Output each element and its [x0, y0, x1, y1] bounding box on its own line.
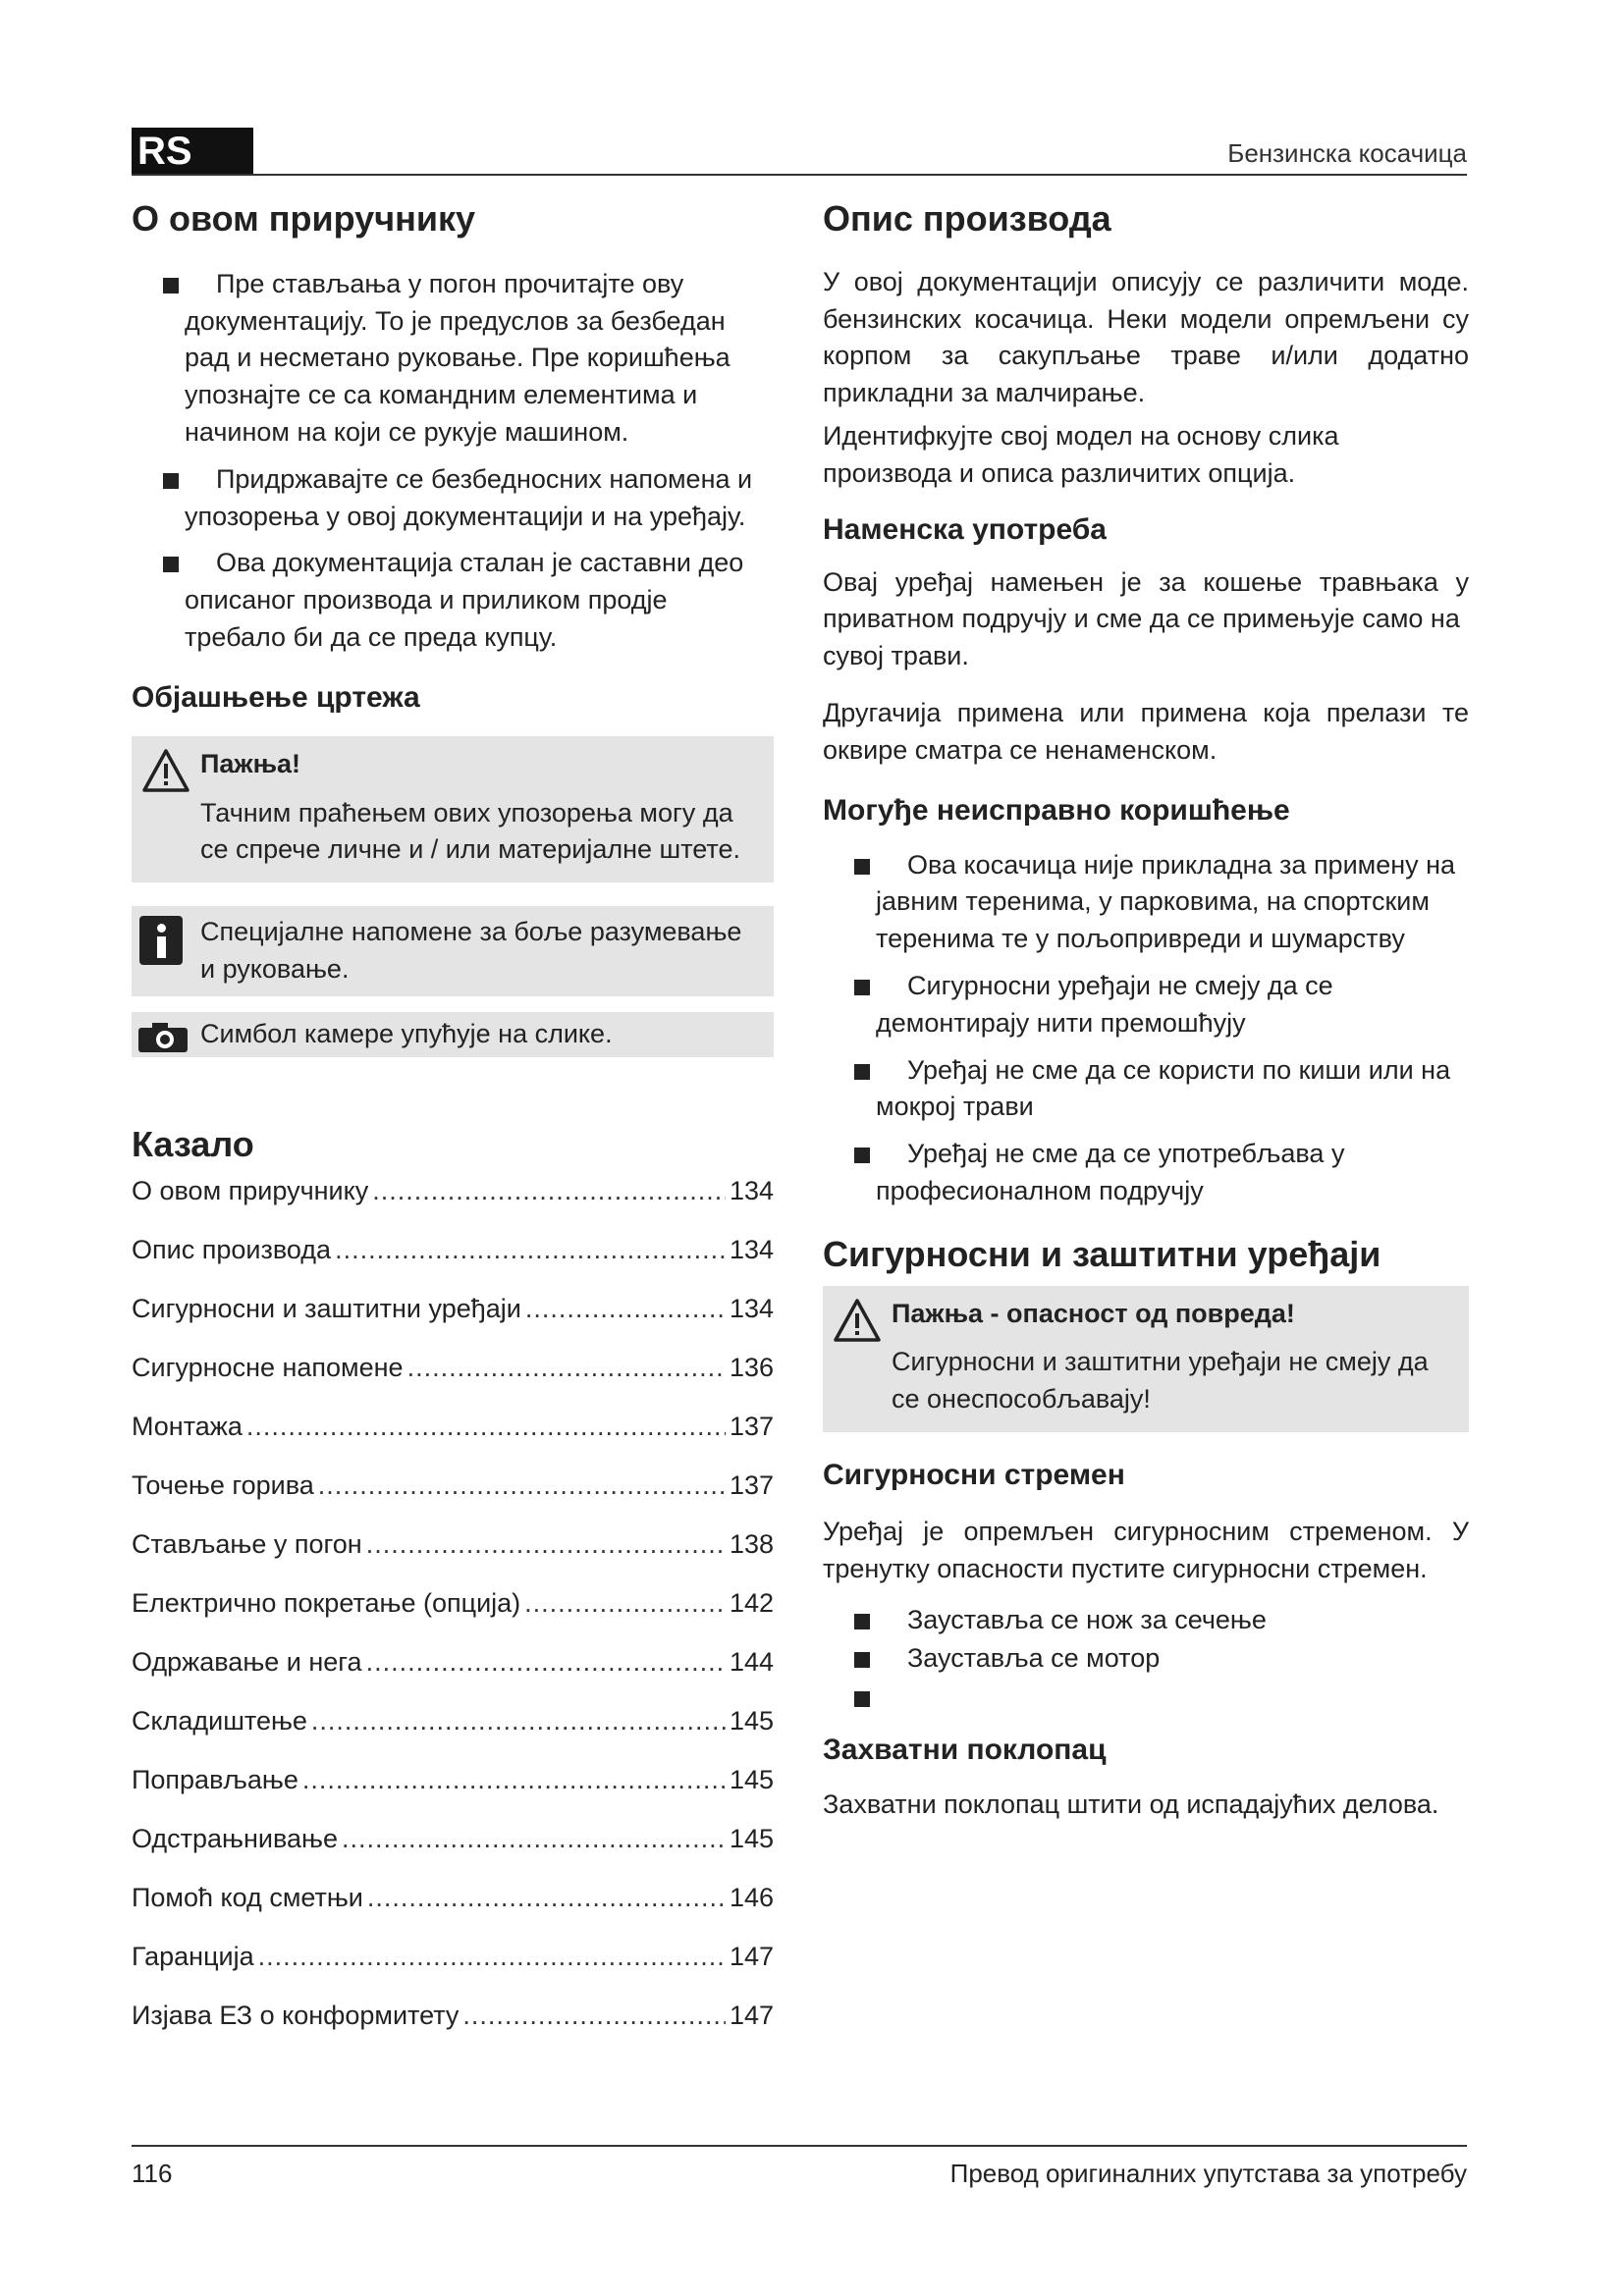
- guard-cover-text: Захватни поклопац штити од испадајућих делова.: [823, 1789, 1439, 1820]
- list-item: Зауставља се мотор: [876, 1640, 1469, 1678]
- intended-use-text-end: приватном подручју и сме да се примењује само на сувој трави.: [823, 604, 1460, 671]
- safety-bracket-heading: Сигурносни стремен: [823, 1458, 1125, 1491]
- square-bullet-icon: [854, 1148, 870, 1163]
- warning-title: Пажња!: [200, 748, 301, 778]
- warning-title: Пажња - опасност од повреда!: [892, 1298, 1295, 1328]
- warning-text: Тачним праћењем ових упозорења могу да се спрече личне и / или материјалне штете.: [200, 797, 740, 865]
- legend-heading: Објашњење цртежа: [132, 680, 420, 714]
- misuse-heading: Могуђе неисправно коришћење: [823, 793, 1290, 827]
- left-column: [132, 196, 774, 2056]
- toc-entry[interactable]: О овом приручнику ..... 134: [132, 1173, 774, 1232]
- safety-bracket-text-end: тренутку опасности пустите сигурносни стремен.: [823, 1553, 1428, 1583]
- square-bullet-icon: [163, 557, 179, 572]
- toc-entry[interactable]: Изјава ЕЗ о конформитету ..... 147: [132, 1998, 774, 2056]
- contents-heading: Казало: [132, 1123, 254, 1164]
- safety-bracket-list: [823, 1602, 1469, 1718]
- toc-entry[interactable]: Помоћ код сметњи ..... 146: [132, 1880, 774, 1939]
- list-item: Сигурносни уређаји не смеју да се демонтирају нити премошћују: [876, 968, 1469, 1042]
- other-use-text-end: оквире сматра се ненаменском.: [823, 734, 1218, 765]
- list-item: Пре стављања у погон прочитајте ову документацију. То је предуслов за безбедан рад и несметано руковање. Пре коришћења упознајте се са командним елементима и начином на који се рукује машином.: [185, 266, 774, 452]
- about-manual-list: [132, 266, 774, 657]
- toc-entry[interactable]: Монтажа ..... 137: [132, 1409, 774, 1468]
- language-tag: RS: [132, 128, 253, 175]
- header-divider: [132, 174, 1467, 176]
- list-item: Зауставља се нож за сечење: [876, 1602, 1469, 1639]
- toc-entry[interactable]: Електрично покретање (опција) ..... 142: [132, 1585, 774, 1644]
- guard-cover-heading: Захватни поклопац: [823, 1734, 1107, 1767]
- square-bullet-icon: [163, 473, 179, 489]
- camera-legend-box: [132, 1012, 774, 1057]
- toc-entry[interactable]: Одстрањнивање ..... 145: [132, 1821, 774, 1880]
- list-item: Ова документација сталан је саставни део описаног производа и приликом продје требало би да се преда купцу.: [185, 545, 774, 656]
- warning-legend-box: [132, 736, 774, 882]
- safety-devices-heading: Сигурносни и заштитни уређаји: [823, 1233, 1381, 1274]
- list-item: Уређај не сме да се употребљава у професионалном подручју: [876, 1136, 1469, 1210]
- product-description-text-end: прикладни за малчирање.: [823, 378, 1146, 408]
- square-bullet-icon: [854, 1652, 870, 1668]
- misuse-list: [823, 847, 1469, 1210]
- square-bullet-icon: [854, 980, 870, 995]
- toc-entry[interactable]: Поправљање ..... 145: [132, 1762, 774, 1821]
- toc-entry[interactable]: Опис производа ..... 134: [132, 1232, 774, 1291]
- square-bullet-icon: [854, 1064, 870, 1080]
- product-description-heading: Опис производа: [823, 198, 1111, 239]
- toc-entry[interactable]: Гаранција ..... 147: [132, 1939, 774, 1998]
- footer-divider: [132, 2145, 1467, 2147]
- list-item: Придржавајте се безбедносних напомена и упозорења у овој документацији и на уређају.: [185, 461, 774, 536]
- square-bullet-icon: [163, 278, 179, 294]
- table-of-contents: [132, 1173, 774, 2056]
- square-bullet-icon: [854, 1691, 870, 1707]
- page-number: 116: [132, 2159, 173, 2188]
- info-text: Специјалне напомене за боље разумевање и руковање.: [200, 917, 742, 984]
- product-identify-text: Идентифкујте свој модел на основу слика производа и описа различитих опција.: [823, 420, 1339, 488]
- toc-entry[interactable]: Складиштење ..... 145: [132, 1703, 774, 1762]
- toc-entry[interactable]: Стављање у погон ..... 138: [132, 1526, 774, 1585]
- warning-triangle-icon: [833, 1298, 882, 1343]
- camera-icon: [137, 1022, 189, 1053]
- toc-entry[interactable]: Точење горива ..... 137: [132, 1468, 774, 1526]
- document-header-title: Бензинска косачица: [1227, 138, 1467, 168]
- list-item: [876, 1680, 1469, 1717]
- warning-text: Сигурносни и заштитни уређаји не смеју да се онеспособљавају!: [892, 1347, 1429, 1415]
- warning-triangle-icon: [141, 748, 190, 793]
- toc-entry[interactable]: Сигурносни и заштитни уређаји ..... 134: [132, 1291, 774, 1350]
- info-icon: [139, 916, 183, 965]
- right-column: [823, 196, 1469, 1824]
- safety-bracket-text: Уређај је опремљен сигурносним стременом. У: [823, 1516, 1469, 1546]
- list-item: Ова косачица није прикладна за примену на јавним теренима, у парковима, на спортским теренима те у пољопривреди и шумарству: [876, 847, 1469, 958]
- about-manual-heading: О овом приручнику: [132, 198, 476, 239]
- square-bullet-icon: [854, 1614, 870, 1629]
- other-use-text: Другачија примена или примена која прелази те: [823, 697, 1469, 727]
- safety-warning-box: [823, 1286, 1469, 1432]
- intended-use-heading: Наменска употреба: [823, 512, 1107, 546]
- product-description-text: У овој документацији описују се различити моде. бензинских косачица. Неки модели опремљени су корпом за сакупљање траве и/или додатно: [823, 266, 1469, 371]
- info-legend-box: [132, 906, 774, 996]
- square-bullet-icon: [854, 859, 870, 875]
- toc-entry[interactable]: Одржавање и нега ..... 144: [132, 1644, 774, 1703]
- intended-use-text: Овај уређај намењен је за кошење травњака у: [823, 566, 1469, 597]
- list-item: Уређај не сме да се користи по киши или на мокрој трави: [876, 1052, 1469, 1127]
- camera-text: Симбол камере упућује на слике.: [200, 1018, 613, 1048]
- toc-entry[interactable]: Сигурносне напомене ..... 136: [132, 1350, 774, 1409]
- footer-note: Превод оригиналних упутстава за употребу: [949, 2159, 1467, 2188]
